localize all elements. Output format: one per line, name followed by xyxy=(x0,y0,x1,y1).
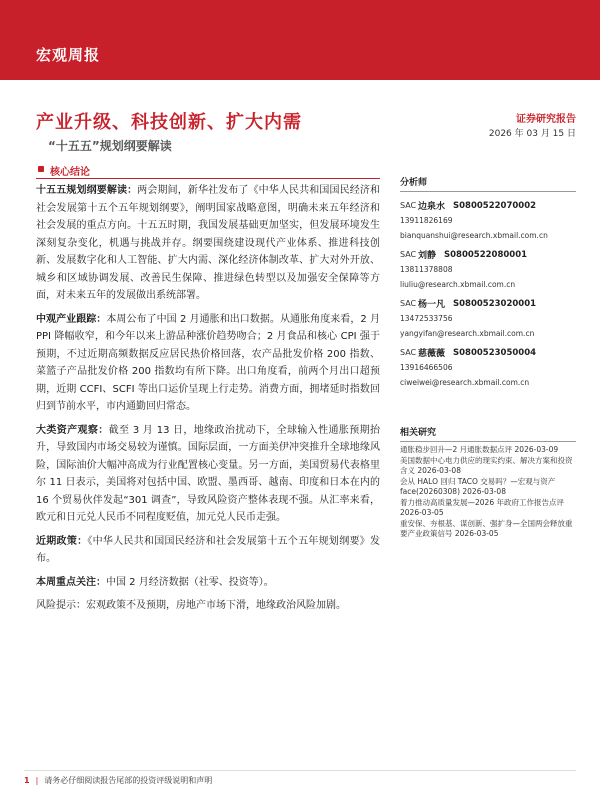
analyst-name: 慈薇薇 xyxy=(418,349,446,359)
analyst-name: 刘静 xyxy=(418,251,437,261)
analyst-card xyxy=(400,296,576,341)
analyst-cert-no: S0800523020001 xyxy=(453,298,537,309)
analyst-card xyxy=(400,345,576,390)
paragraph-text: 截至 3 月 13 日，地缘政治扰动下，全球输入性通胀预期抬升，导致国内市场交易较为谨慎。国际层面，一方面美伊冲突推升全球地缘风险，国际油价大幅冲高成为行业配置核心变量。另一方面，美国贸易代表格里尔 11 日表示，美国将对包括中国、欧盟、墨西哥、越南、印度和日本在内的 16 个贸易伙伴发起“301 调查”，导致风险资产整体表现不强。从汇率来看，欧元和日元兑人民币不同程度贬值，加元兑人民币走强。 xyxy=(36,424,380,523)
report-kind: 宏观周报 xyxy=(36,46,101,64)
footer-note: 请务必仔细阅读报告尾部的投资评级说明和声明 xyxy=(44,776,213,785)
analyst-phone: 13916466506 xyxy=(400,363,453,372)
paragraph xyxy=(36,182,380,305)
divider: | xyxy=(35,776,39,785)
bullet-icon xyxy=(38,166,44,172)
analyst-phone: 13811378808 xyxy=(400,265,453,274)
analyst-email[interactable]: liuliu@research.xbmail.com.cn xyxy=(400,280,516,289)
page-footer xyxy=(24,770,576,786)
paragraph-lead: 十五五规划纲要解读： xyxy=(36,185,138,196)
paragraph xyxy=(36,574,380,592)
report-date: 2026 年 03 月 15 日 xyxy=(488,129,576,139)
analyst-cert-no: S0800522070002 xyxy=(453,200,537,211)
analyst-email[interactable]: ciweiwei@research.xbmail.com.cn xyxy=(400,378,530,387)
analyst-card xyxy=(400,198,576,243)
analyst-cert-no: S0800523050004 xyxy=(453,347,537,358)
paragraph xyxy=(36,533,380,568)
analyst-card xyxy=(400,247,576,292)
paragraph xyxy=(36,597,380,615)
analyst-phone: 13472533756 xyxy=(400,314,453,323)
paragraph-text: 中国 2 月经济数据（社零、投资等）。 xyxy=(106,576,274,588)
paragraph-lead: 近期政策： xyxy=(36,535,88,547)
paragraph-lead: 大类资产观察： xyxy=(36,424,109,436)
paragraph-text: 《中华人民共和国国民经济和社会发展第十五个五年规划纲要》发布。 xyxy=(36,535,381,564)
page-number: 1 xyxy=(24,776,30,785)
paragraph-text: 两会期间，新华社发布了《中华人民共和国国民经济和社会发展第十五个五年规划纲要》，阐明国家战略意图，明确未来五年经济和社会发展的重点方向。十五五时期，我国发展基础更加坚实，但发展环境发生深刻复杂变化，机遇与挑战并存。纲要围绕建设现代产业体系、推进科技创新、发展数字化和人工智能、扩大内需、深化经济体制改革、扩大对外开放、城乡和区域协调发展、改善民生保障、推进绿色转型以及加强安全保障等方面，对未来五年的发展做出系统部署。 xyxy=(36,185,381,301)
analyst-email[interactable]: bianquanshui@research.xbmail.com.cn xyxy=(400,231,548,240)
section-header xyxy=(36,163,380,179)
analyst-phone: 13911826169 xyxy=(400,216,453,225)
analyst-panel xyxy=(400,175,576,394)
main-content xyxy=(36,182,380,621)
paragraph-text: 风险提示：宏观政策不及预期，房地产市场下滑，地缘政治风险加剧。 xyxy=(36,600,346,611)
analysts-header: 分析师 xyxy=(400,175,576,192)
section-label: 核心结论 xyxy=(50,167,90,178)
paragraph-lead: 中观产业跟踪： xyxy=(36,313,107,325)
sac-tag: SAC xyxy=(400,201,417,210)
related-item[interactable]: 着力推动高质量发展—2026 年政府工作报告点评 2026-03-05 xyxy=(400,498,564,517)
paragraph-lead: 本周重点关注： xyxy=(36,576,106,588)
related-item[interactable]: 通胀稳步回升—2 月通胀数据点评 2026-03-09 xyxy=(400,445,559,454)
top-banner xyxy=(0,0,600,80)
analyst-name: 边泉水 xyxy=(418,202,446,212)
paragraph xyxy=(36,422,380,527)
sac-tag: SAC xyxy=(400,299,417,308)
paragraph xyxy=(36,311,380,416)
analyst-email[interactable]: yangyifan@research.xbmail.com.cn xyxy=(400,329,535,338)
analyst-cert-no: S0800522080001 xyxy=(444,249,528,260)
related-header: 相关研究 xyxy=(400,425,576,442)
sac-tag: SAC xyxy=(400,348,417,357)
related-item[interactable]: 会从 HALO 回归 TACO 交易吗？—宏观与资产face(20260308) 2026-03-08 xyxy=(400,477,556,496)
sac-tag: SAC xyxy=(400,250,417,259)
related-item[interactable]: 重安保、夯根基、谋创新、强扩身—全国两会释放重要产业政策信号 2026-03-05 xyxy=(400,519,573,538)
related-research xyxy=(400,425,576,540)
page-title: 产业升级、科技创新、扩大内需 xyxy=(36,112,302,133)
report-type: 证券研究报告 xyxy=(516,114,576,125)
page-subtitle: “十五五”规划纲要解读 xyxy=(48,139,172,153)
paragraph-text: 本周公布了中国 2 月通胀和出口数据。从通胀角度来看，2 月 PPI 降幅收窄，和今年以来上游品种涨价趋势吻合；2 月食品和核心 CPI 强于预期，不过近期高频数据反应居民热价格回落，农产品批发价格 200 指数、菜篮子产品批发价格 200 指数均有所下降。出口角度看，前两个月出口超预期，近期 CCFI、SCFI 等出口运价呈现上行走势。消费方面，拥堵延时指数回归到节前水平，市内通勤回归常态。 xyxy=(36,313,380,412)
related-item[interactable]: 美国数据中心电力供应的现实约束、解决方案和投资含义 2026-03-08 xyxy=(400,456,573,475)
analyst-name: 杨一凡 xyxy=(418,300,446,310)
